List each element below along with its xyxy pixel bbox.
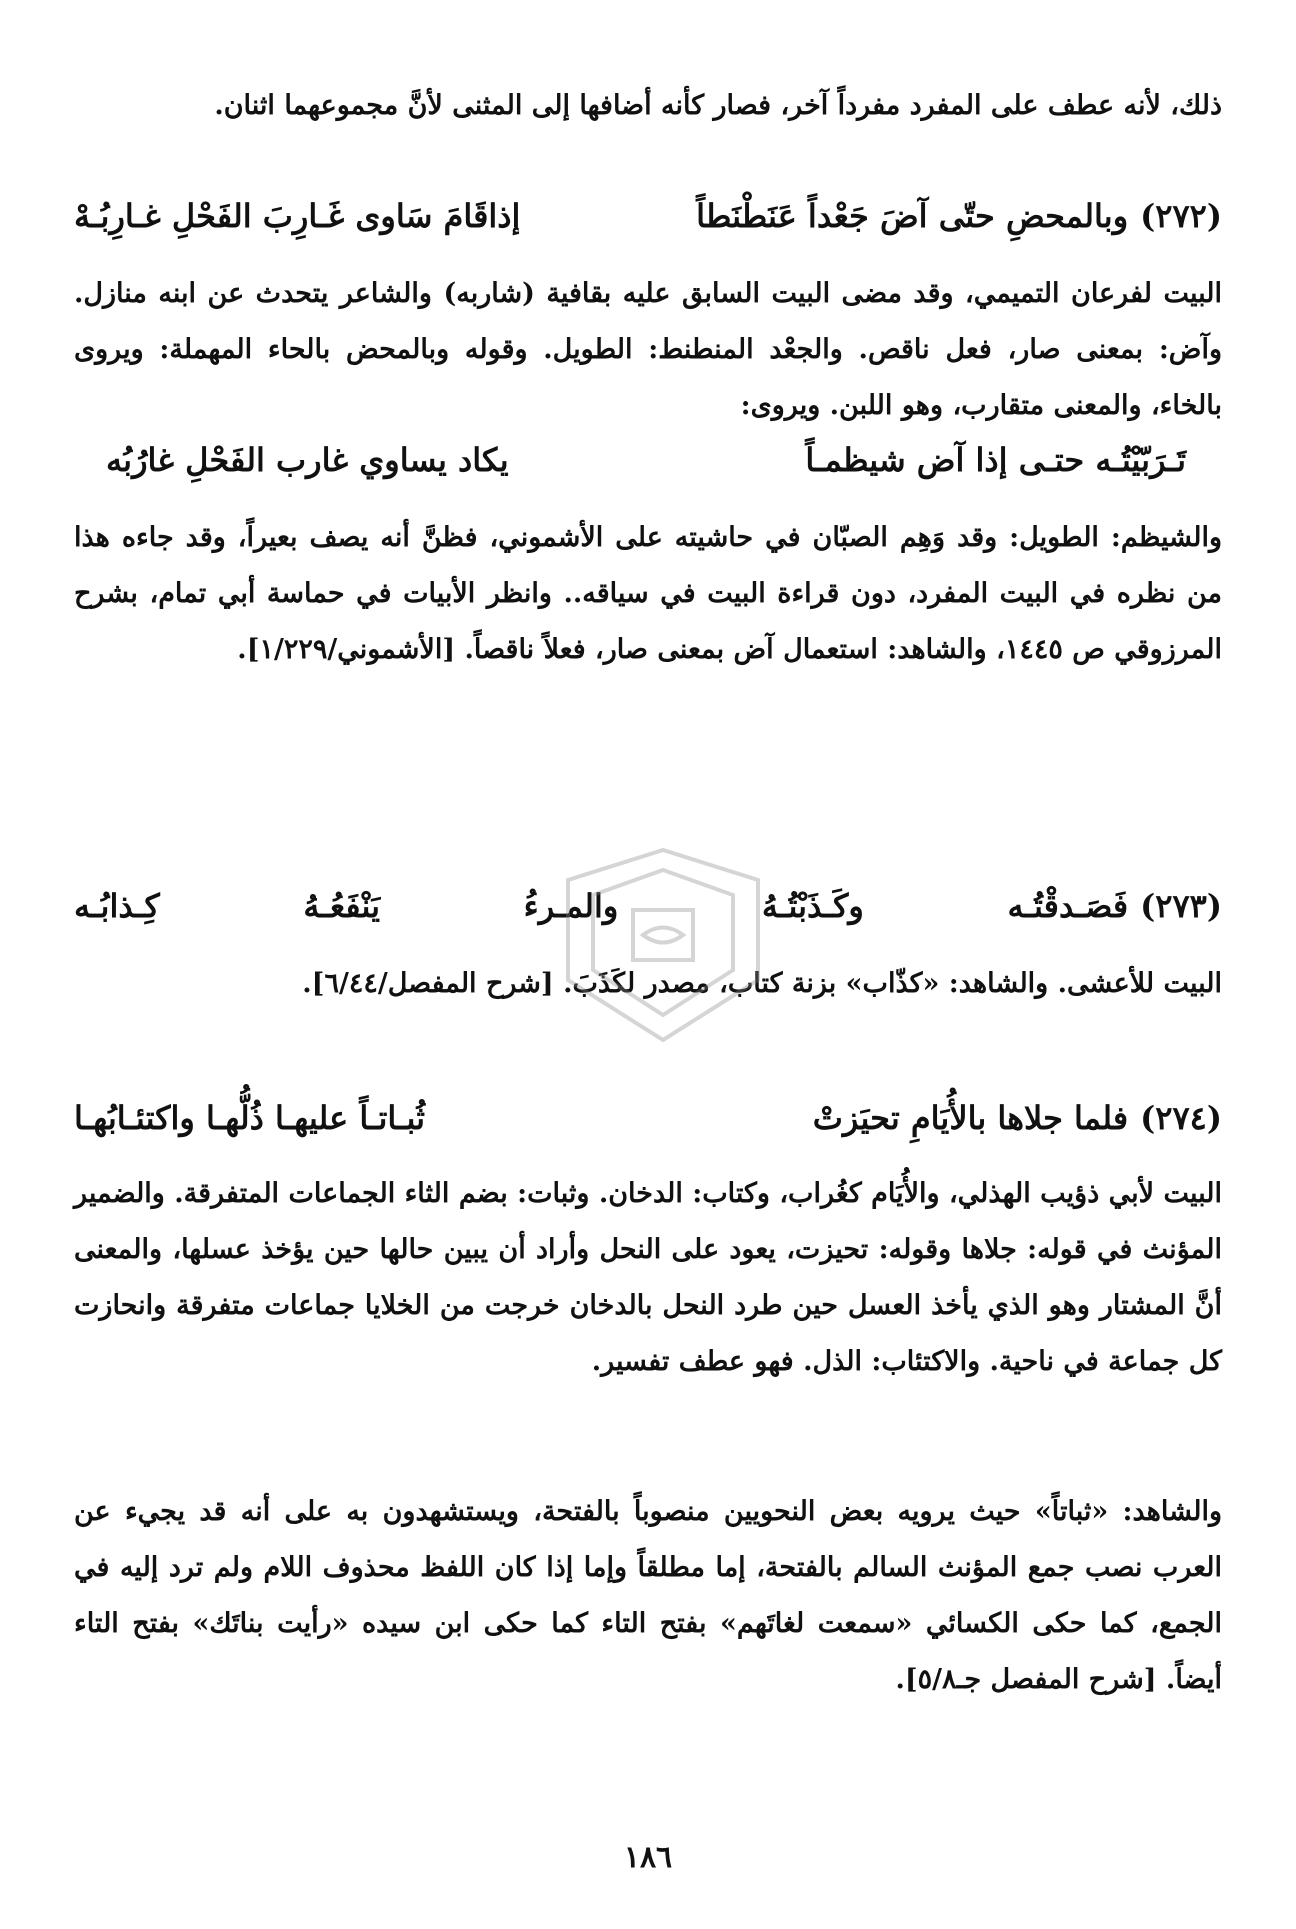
page-number: ١٨٦ [623,1840,673,1875]
library-stamp-watermark [548,840,778,1050]
paragraph-5: البيت لأبي ذؤيب الهذلي، والأُيَام كغُراب، وكتاب: الدخان. وثبات: بضم الثاء الجماعات المتفرقة. والضمير المؤنث في قوله: جلاها وقوله: تحيزت، يعود على النحل وأراد أن يبين حالها حين يؤخذ عسلها، والمعنى أنَّ المشتار وهو الذي يأخذ العسل حين طرد النحل بالدخان خرجت من الخلايا جماعات متفرقة وانحازت كل جماعة في ناحية. والاكتئاب: الذل. فهو عطف تفسير. [74,1178,1222,1377]
verse-first-hemistich: وبالمحضِ حتّى آضَ جَعْداً عَنَطْنَطاً [696,197,1129,235]
verse-text: فَصَـدقْتُـه وكَـذَبْتُـهُ والمـرءُ يَنْفَعُـهُ كِـذابُـه [74,887,1129,925]
verse-number: (٢٧٣) [1140,887,1222,925]
verse-272-variant [106,430,1186,490]
verse-first-hemistich: تَـرَبّيْتُـه حتـى إذا آض شيظمـاً [805,441,1186,479]
verse-272 [74,186,1222,246]
paragraph-1: ذلك، لأنه عطف على المفرد مفرداً آخر، فصار كأنه أضافها إلى المثنى لأنَّ مجموعهما اثنان. [214,90,1222,121]
paragraph-3: والشيظم: الطويل: وقد وَهِم الصبّان في حاشيته على الأشموني، فظنَّ أنه يصف بعيراً، وقد جاءه هذا من نظره في البيت المفرد، دون قراءة البيت في سياقه.. وانظر الأبيات في حماسة أبي تمام، بشرح المرزوقي ص ١٤٤٥، والشاهد: استعمال آض بمعنى صار، فعلاً ناقصاً. [الأشموني/١/٢٢٩]. [74,522,1222,665]
verse-second-hemistich: ثُبـاتـاً عليهـا ذُلُّهـا واكتئـابُهـا [74,1099,426,1137]
verse-second-hemistich: إذاقَامَ سَاوى غَـارِبَ الفَحْلِ غـارِبُـهْ [74,197,521,235]
paragraph-6: والشاهد: «ثباتاً» حيث يرويه بعض النحويين منصوباً بالفتحة، ويستشهدون به على أنه قد يجيء عن العرب نصب جمع المؤنث السالم بالفتحة، إما مطلقاً وإما إذا كان اللفظ محذوف اللام ولم ترد إليه في الجمع، كما حكى الكسائي «سمعت لغاتَهم» بفتح التاء كما حكى ابن سيده «رأيت بناتَك» بفتح التاء أيضاً. [شرح المفصل جـ٥/٨]. [74,1496,1222,1695]
paragraph-4: البيت للأعشى. والشاهد: «كذّاب» بزنة كتاب، مصدر لكَذَبَ. [شرح المفصل/٦/٤٤]. [302,968,1222,999]
verse-number: (٢٧٢) [1140,197,1222,235]
verse-274 [74,1088,1222,1148]
verse-first-hemistich: فلما جلاها بالأُيَامِ تحيَزتْ [812,1099,1129,1137]
verse-number: (٢٧٤) [1140,1099,1222,1137]
verse-second-hemistich: يكاد يساوي غارب الفَحْلِ غارُبُه [106,441,509,479]
paragraph-2: البيت لفرعان التميمي، وقد مضى البيت السابق عليه بقافية (شاربه) والشاعر يتحدث عن ابنه منازل. وآض: بمعنى صار، فعل ناقص. والجعْد المنطنط: الطويل. وقوله وبالمحض بالحاء المهملة: ويروى بالخاء، والمعنى متقارب، وهو اللبن. ويروى: [74,278,1222,421]
